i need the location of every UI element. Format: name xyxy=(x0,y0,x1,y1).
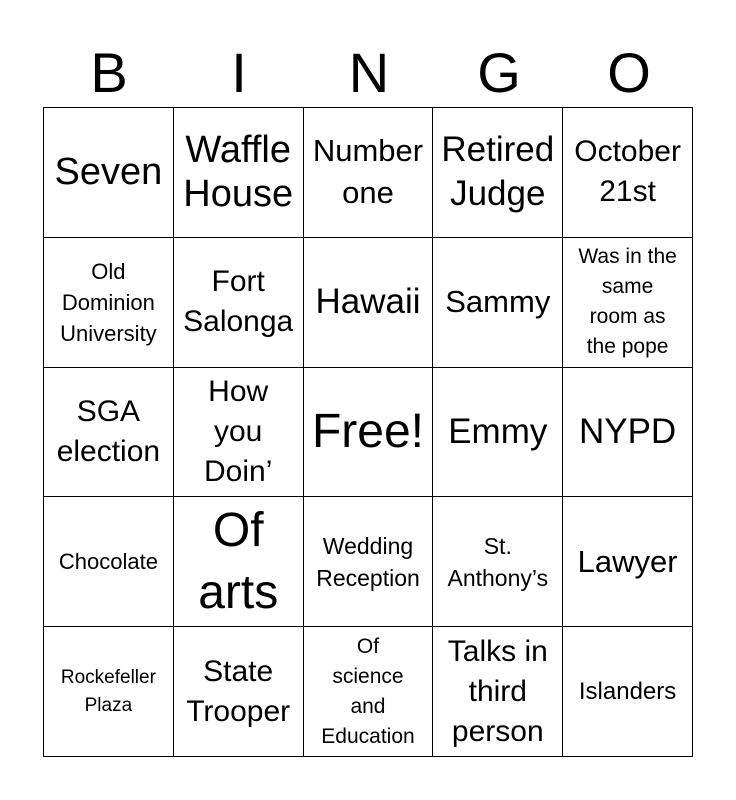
bingo-cell[interactable]: Chocolate xyxy=(44,497,174,627)
bingo-cell[interactable]: NYPD xyxy=(563,368,693,498)
bingo-cell[interactable]: Of science and Education xyxy=(304,627,434,757)
bingo-cell[interactable]: Was in the same room as the pope xyxy=(563,238,693,368)
bingo-cell[interactable]: Rockefeller Plaza xyxy=(44,627,174,757)
bingo-cell[interactable]: St. Anthony’s xyxy=(433,497,563,627)
bingo-cell[interactable]: How you Doin’ xyxy=(174,368,304,498)
bingo-cell[interactable]: Waffle House xyxy=(174,108,304,238)
bingo-cell[interactable]: Hawaii xyxy=(304,238,434,368)
bingo-cell[interactable]: Old Dominion University xyxy=(44,238,174,368)
bingo-cell[interactable]: Emmy xyxy=(433,368,563,498)
header-letter-b: B xyxy=(90,41,128,104)
bingo-cell[interactable]: Retired Judge xyxy=(433,108,563,238)
bingo-free-cell[interactable]: Free! xyxy=(304,368,434,498)
header-letter-g: G xyxy=(477,41,521,104)
bingo-cell[interactable]: Wedding Reception xyxy=(304,497,434,627)
header-letter-n: N xyxy=(348,41,390,104)
bingo-cell[interactable]: Sammy xyxy=(433,238,563,368)
bingo-cell[interactable]: Lawyer xyxy=(563,497,693,627)
header-letter-o: O xyxy=(607,41,651,104)
bingo-cell[interactable]: Number one xyxy=(304,108,434,238)
bingo-cell[interactable]: State Trooper xyxy=(174,627,304,757)
bingo-cell[interactable]: Islanders xyxy=(563,627,693,757)
bingo-cell[interactable]: Of arts xyxy=(174,497,304,627)
bingo-cell[interactable]: Talks in third person xyxy=(433,627,563,757)
bingo-cell[interactable]: Fort Salonga xyxy=(174,238,304,368)
bingo-cell[interactable]: Seven xyxy=(44,108,174,238)
bingo-header xyxy=(44,38,694,108)
bingo-cell[interactable]: October 21st xyxy=(563,108,693,238)
bingo-board xyxy=(43,107,693,757)
bingo-cell[interactable]: SGA election xyxy=(44,368,174,498)
header-letter-i: I xyxy=(231,41,247,104)
